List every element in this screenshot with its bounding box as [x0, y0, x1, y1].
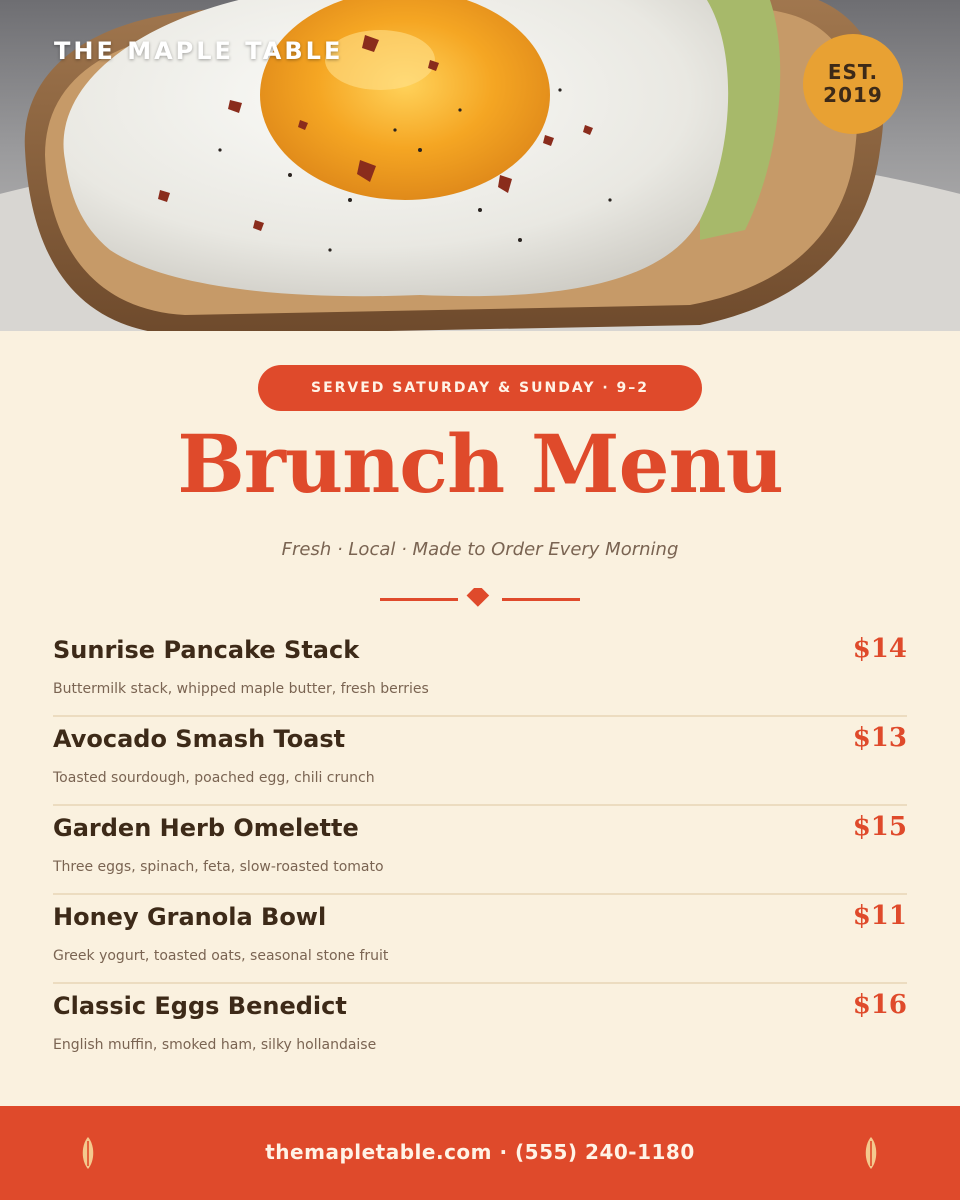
- menu-item-price: $15: [852, 812, 907, 842]
- contact-info[interactable]: themapletable.com · (555) 240-1180: [265, 1140, 695, 1164]
- footer-bar: [0, 1106, 960, 1200]
- menu-item-price: $13: [852, 723, 907, 753]
- menu-item: [53, 806, 907, 895]
- menu-item-name: Avocado Smash Toast: [53, 725, 346, 753]
- menu-item: [53, 895, 907, 984]
- menu-item-description: Toasted sourdough, poached egg, chili crunch: [53, 770, 375, 786]
- menu-item-price: $14: [852, 634, 907, 664]
- menu-item-description: Greek yogurt, toasted oats, seasonal stone fruit: [53, 948, 389, 964]
- menu-item-name: Sunrise Pancake Stack: [53, 636, 360, 664]
- established-badge: [803, 34, 903, 134]
- tagline: Fresh · Local · Made to Order Every Morning: [281, 539, 679, 560]
- menu-item: [53, 984, 907, 1073]
- menu-item-price: $11: [852, 901, 907, 931]
- menu-item-name: Honey Granola Bowl: [53, 903, 327, 931]
- badge-est-label: EST.: [827, 60, 879, 84]
- brand-name: THE MAPLE TABLE: [54, 37, 344, 65]
- menu-item-name: Garden Herb Omelette: [53, 814, 359, 842]
- menu-item: [53, 717, 907, 806]
- menu-item-description: Buttermilk stack, whipped maple butter, fresh berries: [53, 681, 429, 697]
- leaf-icon: [863, 1136, 879, 1170]
- page-title: Brunch Menu: [177, 417, 783, 511]
- menu-item-price: $16: [852, 990, 907, 1020]
- menu-item: [53, 628, 907, 717]
- badge-year: 2019: [823, 83, 883, 107]
- menu-item-description: English muffin, smoked ham, silky hollandaise: [53, 1037, 377, 1053]
- hero-photo: [0, 0, 960, 331]
- menu-item-description: Three eggs, spinach, feta, slow-roasted tomato: [53, 859, 384, 875]
- menu-list: [53, 628, 907, 1073]
- divider-ornament: [380, 588, 580, 610]
- menu-item-name: Classic Eggs Benedict: [53, 992, 347, 1020]
- schedule-pill: SERVED SATURDAY & SUNDAY · 9–2: [258, 365, 702, 411]
